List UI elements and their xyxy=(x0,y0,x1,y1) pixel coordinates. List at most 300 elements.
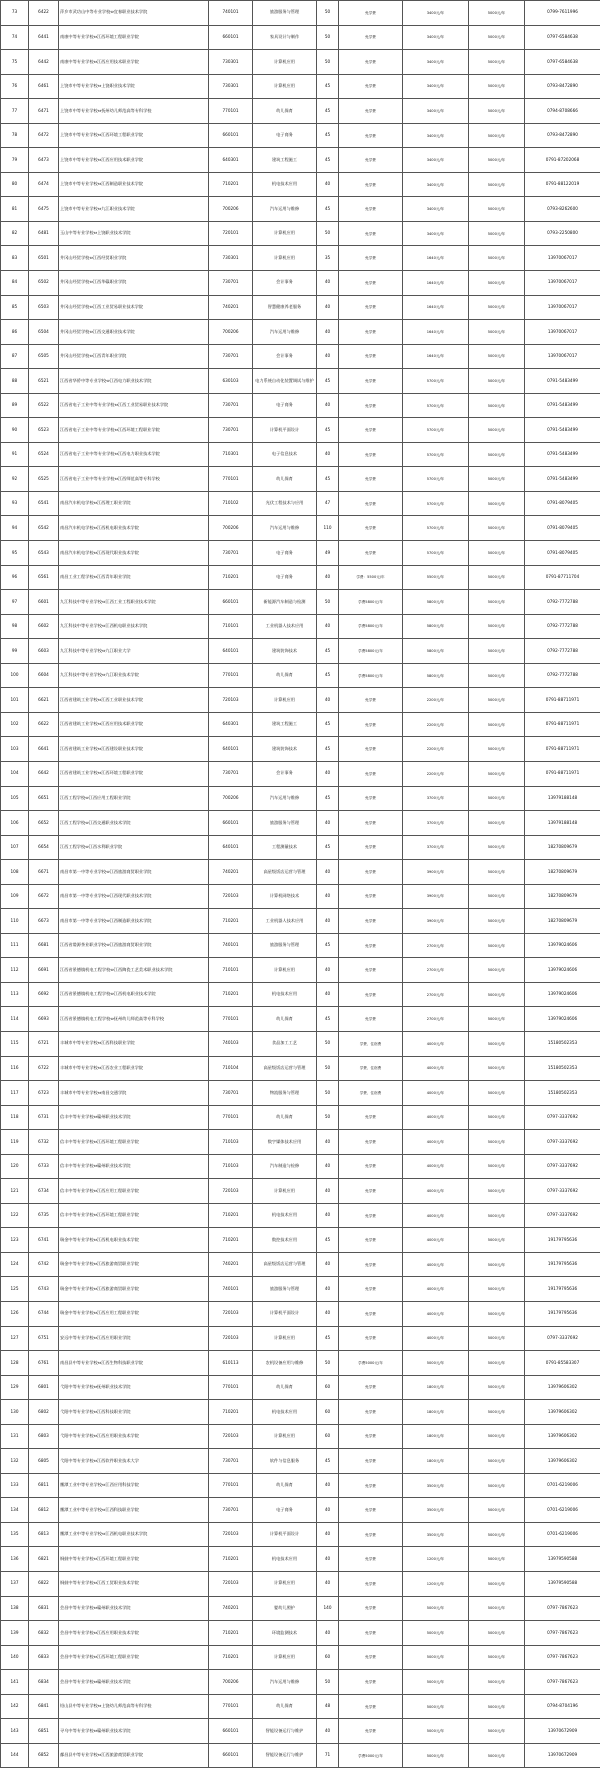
tuition-higher: 5000元/年 xyxy=(469,639,525,664)
major-name: 家具设计与制作 xyxy=(253,25,317,50)
school-pair: 南昌工业工程学校⇔江西青年职业学院 xyxy=(59,565,209,590)
fee-policy: 学费、住宿费 xyxy=(339,1056,403,1081)
school-code: 6471 xyxy=(29,99,59,124)
plan-count: 40 xyxy=(317,1547,339,1572)
tuition-secondary: 5000元/年 xyxy=(403,1621,469,1646)
school-pair: 鹰潭工业中等专业学校⇔江西应用科技学院 xyxy=(59,1473,209,1498)
major-name: 环境监测技术 xyxy=(253,1621,317,1646)
row-number: 79 xyxy=(1,148,29,173)
major-code: 770101 xyxy=(209,1105,253,1130)
tuition-higher: 5000元/年 xyxy=(469,933,525,958)
table-row xyxy=(1,1228,600,1253)
school-pair: 寻乌中等专业学校⇔赣州职业技术学院 xyxy=(59,1719,209,1744)
plan-count: 45 xyxy=(317,418,339,443)
table-row xyxy=(1,1,600,26)
table-row xyxy=(1,1473,600,1498)
major-code: 770101 xyxy=(209,99,253,124)
major-code: 700206 xyxy=(209,320,253,345)
table-row xyxy=(1,1621,600,1646)
major-code: 730701 xyxy=(209,1449,253,1474)
school-pair: 瑞金中等专业学校⇔江西旅游商贸职业学院 xyxy=(59,1252,209,1277)
school-pair: 井冈山经贸学校⇔江西交通职业技术学院 xyxy=(59,320,209,345)
tuition-secondary: 4000元/年 xyxy=(403,1228,469,1253)
table-row xyxy=(1,1572,600,1597)
fee-policy: 免学费 xyxy=(339,835,403,860)
school-pair: 弋阳中等专业学校⇔抚州职业技术学院 xyxy=(59,1375,209,1400)
tuition-higher: 5000元/年 xyxy=(469,246,525,271)
table-row xyxy=(1,516,600,541)
major-name: 电子商务 xyxy=(253,565,317,590)
major-name: 会计事务 xyxy=(253,761,317,786)
school-pair: 南昌市第一中等专业学校⇔江西制造职业技术学院 xyxy=(59,909,209,934)
contact-phone: 0794-8704196 xyxy=(525,1694,600,1719)
major-name: 新能源汽车制造与检测 xyxy=(253,590,317,615)
major-name: 婴幼儿照护 xyxy=(253,1596,317,1621)
tuition-higher: 5000元/年 xyxy=(469,1031,525,1056)
plan-count: 50 xyxy=(317,590,339,615)
major-name: 计算机应用 xyxy=(253,1645,317,1670)
fee-policy: 免学费 xyxy=(339,1670,403,1695)
contact-phone: 19179795636 xyxy=(525,1252,600,1277)
fee-policy: 免学费 xyxy=(339,442,403,467)
school-pair: 丰城市中等专业学校⇔江西科技职业学院 xyxy=(59,1031,209,1056)
plan-count: 45 xyxy=(317,737,339,762)
major-code: 710201 xyxy=(209,1203,253,1228)
plan-count: 40 xyxy=(317,344,339,369)
tuition-secondary: 5000元/年 xyxy=(403,1670,469,1695)
row-number: 86 xyxy=(1,320,29,345)
school-pair: 江西工程学校⇔江西应用工程职业学院 xyxy=(59,786,209,811)
row-number: 139 xyxy=(1,1621,29,1646)
fee-policy: 免学费 xyxy=(339,958,403,983)
school-code: 6851 xyxy=(29,1719,59,1744)
major-name: 汽车运用与维修 xyxy=(253,1670,317,1695)
major-name: 幼儿保育 xyxy=(253,1473,317,1498)
school-pair: 会昌中等专业学校⇔江西环境工程职业学院 xyxy=(59,1645,209,1670)
school-code: 6601 xyxy=(29,590,59,615)
tuition-secondary: 3400元/年 xyxy=(403,99,469,124)
contact-phone: 0797-3337692 xyxy=(525,1105,600,1130)
row-number: 78 xyxy=(1,123,29,148)
major-name: 旅游服务与管理 xyxy=(253,933,317,958)
school-pair: 九江科技中等专业学校⇔九江职业技术学院 xyxy=(59,663,209,688)
school-pair: 井冈山经贸学校⇔江西工业贸易职业技术学院 xyxy=(59,295,209,320)
contact-phone: 0701-6219006 xyxy=(525,1473,600,1498)
school-code: 6641 xyxy=(29,737,59,762)
tuition-secondary: 5000元/年 xyxy=(403,1596,469,1621)
school-code: 6681 xyxy=(29,933,59,958)
contact-phone: 0799-7611996 xyxy=(525,1,600,26)
contact-phone: 0791-5483499 xyxy=(525,467,600,492)
row-number: 98 xyxy=(1,614,29,639)
fee-policy: 学费5000元/年 xyxy=(339,1743,403,1768)
row-number: 109 xyxy=(1,884,29,909)
school-pair: 铜鼓中等专业学校⇔江西环境工程职业学院 xyxy=(59,1547,209,1572)
plan-count: 50 xyxy=(317,1031,339,1056)
tuition-higher: 5000元/年 xyxy=(469,1154,525,1179)
row-number: 99 xyxy=(1,639,29,664)
major-name: 计算机平面设计 xyxy=(253,418,317,443)
contact-phone: 0797-3337692 xyxy=(525,1130,600,1155)
tuition-secondary: 3900元/年 xyxy=(403,909,469,934)
plan-count: 45 xyxy=(317,148,339,173)
school-pair: 九江科技中等专业学校⇔江西工业工程职业技术学院 xyxy=(59,590,209,615)
tuition-secondary: 3500元/年 xyxy=(403,1473,469,1498)
row-number: 121 xyxy=(1,1179,29,1204)
table-row xyxy=(1,737,600,762)
row-number: 125 xyxy=(1,1277,29,1302)
table-row xyxy=(1,786,600,811)
row-number: 106 xyxy=(1,811,29,836)
row-number: 103 xyxy=(1,737,29,762)
row-number: 87 xyxy=(1,344,29,369)
tuition-higher: 5000元/年 xyxy=(469,1,525,26)
plan-count: 40 xyxy=(317,1130,339,1155)
tuition-secondary: 5000元/年 xyxy=(403,1351,469,1376)
row-number: 97 xyxy=(1,590,29,615)
major-code: 710301 xyxy=(209,442,253,467)
school-pair: 南昌汽车机电学校⇔江西现代职业技术学院 xyxy=(59,541,209,566)
school-pair: 上饶市中等专业学校⇔上饶职业技术学院 xyxy=(59,74,209,99)
major-code: 730301 xyxy=(209,246,253,271)
school-code: 6832 xyxy=(29,1621,59,1646)
major-name: 智能设备运行与维护 xyxy=(253,1743,317,1768)
school-pair: 鄱昌县中等专业学校⇔江西旅游商贸职业学院 xyxy=(59,1743,209,1768)
fee-policy: 免学费 xyxy=(339,491,403,516)
fee-policy: 免学费 xyxy=(339,811,403,836)
table-row xyxy=(1,688,600,713)
school-pair: 江西省华侨中等专业学校⇔江西电力职业技术学院 xyxy=(59,369,209,394)
major-code: 710201 xyxy=(209,1228,253,1253)
row-number: 110 xyxy=(1,909,29,934)
school-code: 6831 xyxy=(29,1596,59,1621)
plan-count: 45 xyxy=(317,663,339,688)
table-row xyxy=(1,1719,600,1744)
school-code: 6731 xyxy=(29,1105,59,1130)
school-code: 6461 xyxy=(29,74,59,99)
row-number: 102 xyxy=(1,712,29,737)
major-code: 730701 xyxy=(209,271,253,296)
plan-count: 40 xyxy=(317,271,339,296)
major-name: 会计事务 xyxy=(253,271,317,296)
school-pair: 瑞金中等专业学校⇔江西旅游商贸职业学院 xyxy=(59,1277,209,1302)
contact-phone: 0792-7772788 xyxy=(525,663,600,688)
tuition-higher: 5000元/年 xyxy=(469,884,525,909)
tuition-secondary: 1200元/年 xyxy=(403,1572,469,1597)
school-pair: 南昌汽车机电学校⇔江西理工职业学院 xyxy=(59,491,209,516)
major-name: 电子商务 xyxy=(253,123,317,148)
tuition-secondary: 4000元/年 xyxy=(403,1031,469,1056)
school-code: 6692 xyxy=(29,982,59,1007)
major-code: 740201 xyxy=(209,860,253,885)
fee-policy: 免学费 xyxy=(339,1179,403,1204)
plan-count: 45 xyxy=(317,1326,339,1351)
tuition-higher: 5000元/年 xyxy=(469,1228,525,1253)
table-row xyxy=(1,1670,600,1695)
tuition-secondary: 5800元/年 xyxy=(403,663,469,688)
contact-phone: 13979024606 xyxy=(525,958,600,983)
major-code: 720103 xyxy=(209,884,253,909)
fee-policy: 免学费 xyxy=(339,1424,403,1449)
school-code: 6733 xyxy=(29,1154,59,1179)
plan-count: 40 xyxy=(317,442,339,467)
table-row xyxy=(1,1056,600,1081)
fee-policy: 免学费 xyxy=(339,221,403,246)
table-row xyxy=(1,811,600,836)
tuition-secondary: 5700元/年 xyxy=(403,418,469,443)
plan-count: 40 xyxy=(317,172,339,197)
contact-phone: 19179795636 xyxy=(525,1301,600,1326)
major-code: 740101 xyxy=(209,1,253,26)
table-row xyxy=(1,148,600,173)
fee-policy: 免学费 xyxy=(339,884,403,909)
contact-phone: 13979606302 xyxy=(525,1449,600,1474)
fee-policy: 免学费 xyxy=(339,1105,403,1130)
table-row xyxy=(1,467,600,492)
tuition-secondary: 3400元/年 xyxy=(403,148,469,173)
table-row xyxy=(1,639,600,664)
fee-policy: 免学费 xyxy=(339,50,403,75)
school-pair: 安远中等专业学校⇔江西应用职业学院 xyxy=(59,1326,209,1351)
tuition-secondary: 5700元/年 xyxy=(403,369,469,394)
major-code: 730701 xyxy=(209,1081,253,1106)
table-row xyxy=(1,933,600,958)
plan-count: 40 xyxy=(317,860,339,885)
plan-count: 45 xyxy=(317,1228,339,1253)
major-name: 计算机平面设计 xyxy=(253,1301,317,1326)
row-number: 77 xyxy=(1,99,29,124)
contact-phone: 15180502353 xyxy=(525,1081,600,1106)
tuition-higher: 5000元/年 xyxy=(469,442,525,467)
tuition-secondary: 5700元/年 xyxy=(403,393,469,418)
school-pair: 上饶市中等专业学校⇔江西环境工程职业学院 xyxy=(59,123,209,148)
contact-phone: 0791-5483499 xyxy=(525,442,600,467)
tuition-secondary: 5000元/年 xyxy=(403,1645,469,1670)
school-code: 6822 xyxy=(29,1572,59,1597)
row-number: 104 xyxy=(1,761,29,786)
contact-phone: 0791-88122019 xyxy=(525,172,600,197)
fee-policy: 免学费 xyxy=(339,761,403,786)
table-row xyxy=(1,1547,600,1572)
tuition-secondary: 1640元/年 xyxy=(403,271,469,296)
row-number: 96 xyxy=(1,565,29,590)
plan-count: 40 xyxy=(317,1473,339,1498)
school-pair: 弋阳中等专业学校⇔江西软件职业技术大学 xyxy=(59,1449,209,1474)
plan-count: 71 xyxy=(317,1743,339,1768)
table-row xyxy=(1,1400,600,1425)
school-code: 6734 xyxy=(29,1179,59,1204)
major-code: 720103 xyxy=(209,1179,253,1204)
school-code: 6803 xyxy=(29,1424,59,1449)
fee-policy: 免学费 xyxy=(339,541,403,566)
tuition-secondary: 1800元/年 xyxy=(403,1424,469,1449)
major-code: 710101 xyxy=(209,958,253,983)
contact-phone: 13970067017 xyxy=(525,344,600,369)
plan-count: 40 xyxy=(317,1719,339,1744)
tuition-secondary: 5700元/年 xyxy=(403,491,469,516)
tuition-higher: 5000元/年 xyxy=(469,172,525,197)
contact-phone: 0701-6219006 xyxy=(525,1498,600,1523)
tuition-secondary: 1640元/年 xyxy=(403,344,469,369)
major-name: 汽车运用与维修 xyxy=(253,320,317,345)
fee-policy: 免学费 xyxy=(339,148,403,173)
major-name: 机电技术应用 xyxy=(253,1547,317,1572)
school-pair: 信丰中等专业学校⇔赣州职业技术学院 xyxy=(59,1154,209,1179)
major-code: 700206 xyxy=(209,786,253,811)
tuition-higher: 5000元/年 xyxy=(469,1007,525,1032)
row-number: 120 xyxy=(1,1154,29,1179)
major-name: 建筑工程施工 xyxy=(253,148,317,173)
contact-phone: 0792-7772788 xyxy=(525,639,600,664)
major-code: 740201 xyxy=(209,295,253,320)
row-number: 91 xyxy=(1,442,29,467)
major-name: 高星级饭店运营与管理 xyxy=(253,1056,317,1081)
major-code: 660101 xyxy=(209,123,253,148)
tuition-secondary: 3500元/年 xyxy=(403,1498,469,1523)
school-code: 6761 xyxy=(29,1351,59,1376)
tuition-higher: 5000元/年 xyxy=(469,1252,525,1277)
fee-policy: 免学费 xyxy=(339,1596,403,1621)
row-number: 144 xyxy=(1,1743,29,1768)
fee-policy: 学费5800元/年 xyxy=(339,639,403,664)
major-name: 数字媒体技术应用 xyxy=(253,1130,317,1155)
table-row xyxy=(1,663,600,688)
school-pair: 南昌汽车机电学校⇔江西机电职业技术学院 xyxy=(59,516,209,541)
row-number: 89 xyxy=(1,393,29,418)
school-pair: 信丰中等专业学校⇔江西应用工程职业学院 xyxy=(59,1179,209,1204)
contact-phone: 0797-6584638 xyxy=(525,50,600,75)
tuition-higher: 5000元/年 xyxy=(469,1596,525,1621)
contact-phone: 13970067017 xyxy=(525,295,600,320)
major-name: 计算机应用 xyxy=(253,958,317,983)
school-pair: 会昌中等专业学校⇔赣州职业技术学院 xyxy=(59,1670,209,1695)
major-code: 710201 xyxy=(209,1621,253,1646)
major-name: 高星级饭店运营与管理 xyxy=(253,860,317,885)
tuition-higher: 5000元/年 xyxy=(469,835,525,860)
plan-count: 40 xyxy=(317,393,339,418)
row-number: 129 xyxy=(1,1375,29,1400)
major-code: 720103 xyxy=(209,688,253,713)
major-code: 770101 xyxy=(209,663,253,688)
contact-phone: 18270809679 xyxy=(525,909,600,934)
plan-count: 40 xyxy=(317,1203,339,1228)
fee-policy: 免学费 xyxy=(339,1130,403,1155)
major-code: 710201 xyxy=(209,982,253,1007)
row-number: 85 xyxy=(1,295,29,320)
school-code: 6742 xyxy=(29,1252,59,1277)
major-name: 食品加工工艺 xyxy=(253,1031,317,1056)
major-code: 710201 xyxy=(209,909,253,934)
fee-policy: 免学费 xyxy=(339,786,403,811)
major-name: 汽车运用与维修 xyxy=(253,197,317,222)
tuition-higher: 5000元/年 xyxy=(469,614,525,639)
school-pair: 信丰中等专业学校⇔江西环境工程职业学院 xyxy=(59,1130,209,1155)
major-name: 电子商务 xyxy=(253,393,317,418)
school-code: 6833 xyxy=(29,1645,59,1670)
major-name: 幼儿保育 xyxy=(253,1375,317,1400)
row-number: 133 xyxy=(1,1473,29,1498)
major-code: 640101 xyxy=(209,639,253,664)
tuition-secondary: 5800元/年 xyxy=(403,590,469,615)
tuition-secondary: 4000元/年 xyxy=(403,1179,469,1204)
school-code: 6505 xyxy=(29,344,59,369)
contact-phone: 13979606302 xyxy=(525,1400,600,1425)
contact-phone: 0791-88711971 xyxy=(525,712,600,737)
plan-count: 50 xyxy=(317,1081,339,1106)
tuition-higher: 5000元/年 xyxy=(469,786,525,811)
major-code: 710201 xyxy=(209,1645,253,1670)
table-row xyxy=(1,1498,600,1523)
tuition-secondary: 3700元/年 xyxy=(403,835,469,860)
tuition-secondary: 3400元/年 xyxy=(403,197,469,222)
tuition-higher: 5000元/年 xyxy=(469,1375,525,1400)
row-number: 118 xyxy=(1,1105,29,1130)
school-code: 6524 xyxy=(29,442,59,467)
row-number: 130 xyxy=(1,1400,29,1425)
table-row xyxy=(1,835,600,860)
major-code: 740201 xyxy=(209,1252,253,1277)
school-pair: 南昌县中等专业学校⇔江西生物科技职业学院 xyxy=(59,1351,209,1376)
table-row xyxy=(1,1694,600,1719)
major-name: 计算机平面设计 xyxy=(253,1522,317,1547)
table-row xyxy=(1,541,600,566)
row-number: 93 xyxy=(1,491,29,516)
tuition-secondary: 3900元/年 xyxy=(403,860,469,885)
major-name: 幼儿保育 xyxy=(253,663,317,688)
tuition-secondary: 4000元/年 xyxy=(403,1105,469,1130)
row-number: 88 xyxy=(1,369,29,394)
school-pair: 上饶市中等专业学校⇔抚州幼儿师范高等专科学校 xyxy=(59,99,209,124)
school-pair: 玉山中等专业学校⇔上饶职业技术学院 xyxy=(59,221,209,246)
school-code: 6502 xyxy=(29,271,59,296)
tuition-higher: 5000元/年 xyxy=(469,737,525,762)
table-row xyxy=(1,1375,600,1400)
school-pair: 井冈山经贸学校⇔江西经贸职业学院 xyxy=(59,246,209,271)
table-row xyxy=(1,246,600,271)
tuition-higher: 5000元/年 xyxy=(469,1400,525,1425)
tuition-higher: 5000元/年 xyxy=(469,958,525,983)
fee-policy: 免学费 xyxy=(339,246,403,271)
row-number: 73 xyxy=(1,1,29,26)
school-code: 6805 xyxy=(29,1449,59,1474)
major-name: 计算机应用 xyxy=(253,688,317,713)
school-code: 6852 xyxy=(29,1743,59,1768)
row-number: 115 xyxy=(1,1031,29,1056)
row-number: 84 xyxy=(1,271,29,296)
fee-policy: 免学费 xyxy=(339,1252,403,1277)
fee-policy: 免学费 xyxy=(339,909,403,934)
fee-policy: 免学费 xyxy=(339,295,403,320)
school-pair: 萍乡市武功山中等专业学校⇔宜春职业技术学院 xyxy=(59,1,209,26)
tuition-higher: 5000元/年 xyxy=(469,688,525,713)
contact-phone: 13979606302 xyxy=(525,1424,600,1449)
tuition-higher: 5000元/年 xyxy=(469,418,525,443)
major-code: 610113 xyxy=(209,1351,253,1376)
school-code: 6501 xyxy=(29,246,59,271)
contact-phone: 0797-6584638 xyxy=(525,25,600,50)
row-number: 92 xyxy=(1,467,29,492)
plan-count: 50 xyxy=(317,1670,339,1695)
contact-phone: 18270809679 xyxy=(525,835,600,860)
plan-count: 45 xyxy=(317,99,339,124)
fee-policy: 免学费 xyxy=(339,197,403,222)
tuition-higher: 5000元/年 xyxy=(469,860,525,885)
school-code: 6812 xyxy=(29,1498,59,1523)
school-code: 6691 xyxy=(29,958,59,983)
major-name: 机电技术应用 xyxy=(253,172,317,197)
major-code: 730701 xyxy=(209,344,253,369)
tuition-higher: 5000元/年 xyxy=(469,663,525,688)
